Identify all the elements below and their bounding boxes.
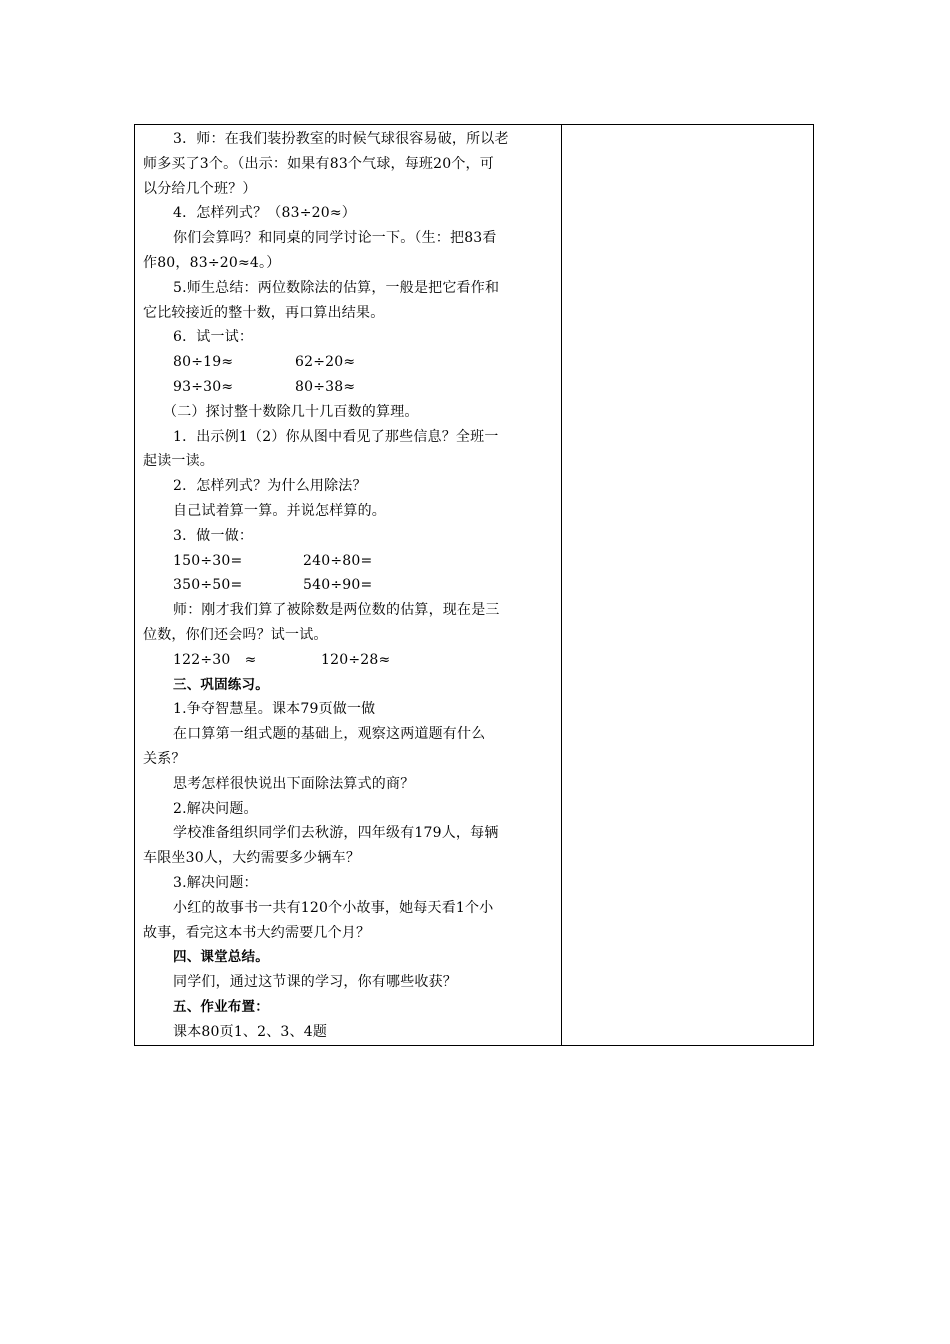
section-heading: （二）探讨整十数除几十几百数的算理。 [163,403,419,420]
text-line: 6．试一试： [173,329,254,346]
section-heading: 三、巩固练习。 [173,676,269,693]
exercise-item: 150÷30= [173,552,243,569]
text-line: 2.解决问题。 [173,800,258,817]
text-line: 5.师生总结：两位数除法的估算，一般是把它看作和 [173,279,500,296]
text-line: 它比较接近的整十数，再口算出结果。 [143,304,385,321]
exercise-row [143,648,553,673]
text-line: 以分给几个班？） [143,180,257,197]
exercise-item: 120÷28≈ [321,651,391,668]
exercise-item: 80÷38≈ [295,378,356,395]
text-line: 你们会算吗？和同桌的同学讨论一下。（生：把83看 [173,230,497,247]
text-line: 师：刚才我们算了被除数是两位数的估算，现在是三 [173,602,500,619]
exercise-row [143,375,553,400]
text-line: 3．做一做： [173,527,254,544]
lesson-content-cell [143,127,553,1044]
exercise-item: 240÷80= [303,552,373,569]
text-line: 自己试着算一算。并说怎样算的。 [173,502,386,519]
text-line: 关系？ [143,750,186,767]
text-line: 思考怎样很快说出下面除法算式的商？ [173,775,415,792]
exercise-row [143,573,553,598]
text-line: 故事，看完这本书大约需要几个月？ [143,924,371,941]
notes-cell [562,125,813,1045]
text-line: 2．怎样列式？为什么用除法？ [173,478,367,495]
exercise-item: 122÷30 ≈ [173,651,257,668]
exercise-row [143,549,553,574]
lesson-table [134,124,814,1046]
text-line: 同学们，通过这节课的学习，你有哪些收获？ [173,974,457,991]
section-heading: 五、作业布置： [173,998,269,1015]
text-line: 小红的故事书一共有120个小故事，她每天看1个小 [173,899,494,916]
text-line: 1．出示例1（2）你从图中看见了那些信息？全班一 [173,428,499,445]
text-line: 作80，83÷20≈4。） [143,254,281,271]
exercise-item: 80÷19≈ [173,354,234,371]
text-line: 在口算第一组式题的基础上，观察这两道题有什么 [173,726,486,743]
exercise-row [143,350,553,375]
exercise-item: 62÷20≈ [295,354,356,371]
section-heading: 四、课堂总结。 [173,949,269,966]
text-line: 1.争夺智慧星。课本79页做一做 [173,701,376,718]
exercise-item: 540÷90= [303,577,373,594]
text-line: 4．怎样列式？（83÷20≈） [173,205,356,222]
text-line: 课本80页1、2、3、4题 [173,1023,328,1040]
text-line: 师多买了3个。（出示：如果有83个气球，每班20个，可 [143,155,494,172]
text-line: 3．师：在我们装扮教室的时候气球很容易破，所以老 [173,131,509,147]
text-line: 学校准备组织同学们去秋游，四年级有179人，每辆 [173,825,499,842]
exercise-item: 350÷50= [173,577,243,594]
text-line: 车限坐30人，大约需要多少辆车？ [143,850,361,867]
text-line: 3.解决问题： [173,874,258,891]
text-line: 位数，你们还会吗？试一试。 [143,626,328,643]
exercise-item: 93÷30≈ [173,378,234,395]
text-line: 起读一读。 [143,453,214,470]
